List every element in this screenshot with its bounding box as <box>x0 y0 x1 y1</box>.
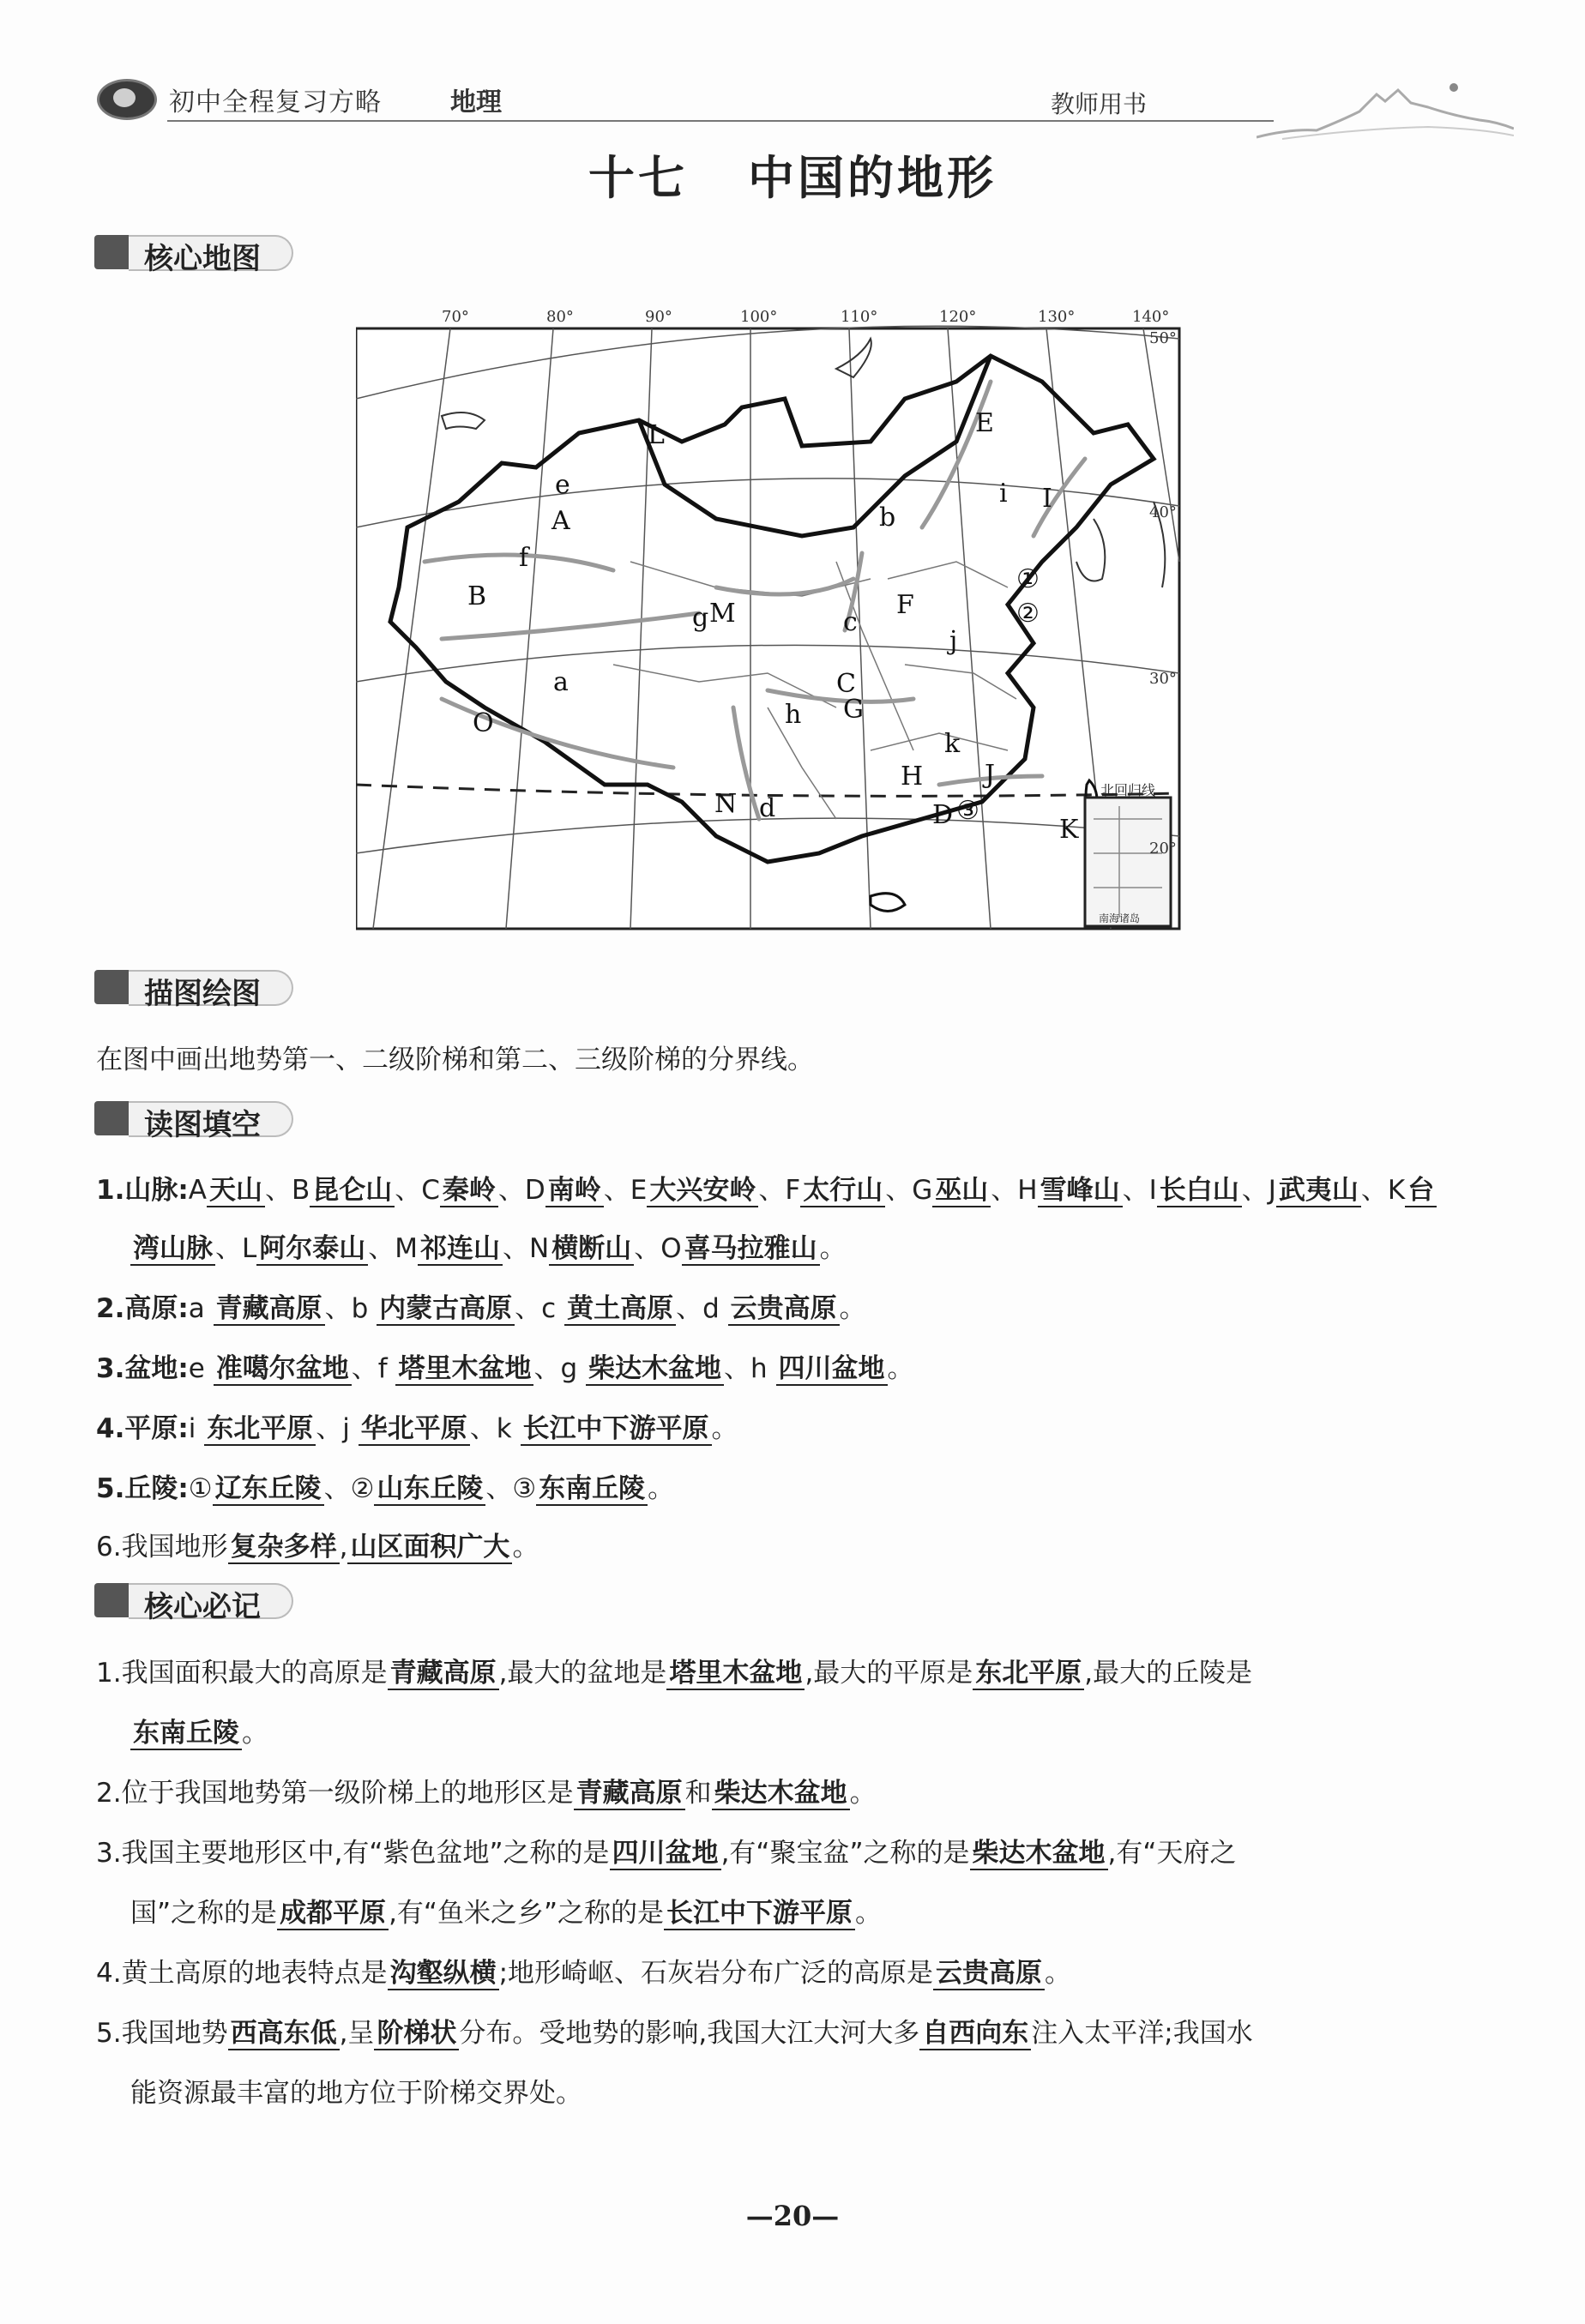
fill-q5: 5.丘陵:①辽东丘陵、②山东丘陵、③东南丘陵。 <box>96 1473 675 1504</box>
section-title: 核心地图 <box>144 242 261 276</box>
answer: 长白山 <box>1157 1175 1242 1207</box>
answer: 阿尔泰山 <box>256 1233 368 1266</box>
section-title: 核心必记 <box>144 1590 261 1624</box>
china-terrain-map <box>356 304 1184 930</box>
answer: 柴达木盆地 <box>712 1778 850 1810</box>
map-marker-circle-3: ③ <box>956 796 979 826</box>
mountain-decoration-icon <box>1257 69 1514 146</box>
answer: 阶梯状 <box>374 2018 459 2050</box>
chapter-number: 十七 <box>588 150 688 205</box>
answer: 青藏高原 <box>388 1658 499 1690</box>
lon-label-130: 130° <box>1038 308 1076 326</box>
answer: 大兴安岭 <box>647 1175 758 1207</box>
answer: 自西向东 <box>919 2018 1031 2050</box>
map-marker-b: b <box>879 503 896 533</box>
page-header <box>90 69 1497 129</box>
lat-label-30: 30° <box>1149 670 1177 688</box>
answer: 喜马拉雅山 <box>682 1233 820 1266</box>
answer: 四川盆地 <box>610 1838 721 1870</box>
map-marker-E: E <box>975 408 994 438</box>
answer: 东北平原 <box>204 1413 316 1446</box>
header-divider <box>167 120 1274 122</box>
map-marker-G: G <box>843 695 864 725</box>
answer: 沟壑纵横 <box>388 1958 499 1990</box>
lon-label-110: 110° <box>841 308 878 326</box>
book-subject: 地理 <box>450 87 502 117</box>
answer: 塔里木盆地 <box>395 1353 533 1386</box>
map-marker-C: C <box>836 669 856 699</box>
publisher-logo <box>97 79 157 120</box>
memorize-2: 2.位于我国地势第一级阶梯上的地形区是青藏高原和柴达木盆地。 <box>96 1778 877 1809</box>
answer: 四川盆地 <box>776 1353 888 1386</box>
map-marker-i: i <box>999 479 1008 509</box>
map-marker-g: g <box>692 603 709 633</box>
answer: 青藏高原 <box>574 1778 685 1810</box>
map-marker-e: e <box>555 470 570 500</box>
answer: 柴达木盆地 <box>970 1838 1108 1870</box>
page-number: —20— <box>745 2200 840 2232</box>
answer: 塔里木盆地 <box>666 1658 805 1690</box>
answer: 秦岭 <box>440 1175 498 1207</box>
fill-q1-line1: 1.山脉:A天山、B昆仑山、C秦岭、D南岭、E大兴安岭、F太行山、G巫山、H雪峰山、I长白山、J武夷山、K台 <box>96 1168 1437 1207</box>
section-memorize <box>94 1578 309 1624</box>
answer: 东南丘陵 <box>130 1718 242 1750</box>
lon-label-140: 140° <box>1132 308 1170 326</box>
map-marker-K: K <box>1059 815 1079 845</box>
memorize-3-line1: 3.我国主要地形区中,有“紫色盆地”之称的是四川盆地,有“聚宝盆”之称的是柴达木盆地,有“天府之 <box>96 1838 1237 1869</box>
memorize-1-line2: 东南丘陵。 <box>130 1711 268 1749</box>
answer: 东南丘陵 <box>536 1473 648 1506</box>
map-marker-d: d <box>759 793 776 823</box>
fill-q1-line2: 湾山脉、L阿尔泰山、M祁连山、N横断山、O喜马拉雅山。 <box>130 1226 847 1265</box>
map-marker-B: B <box>467 581 487 611</box>
section-core-map <box>94 230 309 276</box>
answer: 柴达木盆地 <box>586 1353 724 1386</box>
drawing-task-text: 在图中画出地势第一、二级阶梯和第二、三级阶梯的分界线。 <box>96 1045 814 1075</box>
answer: 台 <box>1405 1175 1437 1207</box>
answer: 准噶尔盆地 <box>214 1353 352 1386</box>
fill-q6: 6.我国地形复杂多样,山区面积广大。 <box>96 1532 539 1562</box>
map-marker-j: j <box>949 626 958 656</box>
map-marker-M: M <box>709 599 736 629</box>
answer: 湾山脉 <box>130 1233 215 1266</box>
memorize-4: 4.黄土高原的地表特点是沟壑纵横;地形崎岖、石灰岩分布广泛的高原是云贵高原。 <box>96 1958 1072 1989</box>
tropic-label: 北回归线 <box>1100 782 1156 798</box>
answer: 昆仑山 <box>310 1175 395 1207</box>
answer: 山东丘陵 <box>374 1473 485 1506</box>
answer: 太行山 <box>800 1175 885 1207</box>
answer: 武夷山 <box>1276 1175 1361 1207</box>
memorize-1-line1: 1.我国面积最大的高原是青藏高原,最大的盆地是塔里木盆地,最大的平原是东北平原,最大的丘陵是 <box>96 1658 1253 1689</box>
lon-label-90: 90° <box>645 308 672 326</box>
book-title: 初中全程复习方略 <box>169 87 382 117</box>
answer: 南岭 <box>545 1175 604 1207</box>
map-marker-N: N <box>714 789 738 819</box>
section-drawing <box>94 965 309 1011</box>
map-marker-circle-1: ① <box>1016 564 1040 594</box>
fill-q2: 2.高原:a 青藏高原、b 内蒙古高原、c 黄土高原、d 云贵高原。 <box>96 1293 866 1324</box>
answer: 青藏高原 <box>214 1293 325 1326</box>
section-reading <box>94 1096 309 1142</box>
answer: 西高东低 <box>228 2018 340 2050</box>
answer: 东北平原 <box>973 1658 1084 1690</box>
section-title: 读图填空 <box>144 1108 261 1142</box>
answer: 内蒙古高原 <box>377 1293 515 1326</box>
map-marker-h: h <box>785 700 802 730</box>
answer: 辽东丘陵 <box>213 1473 324 1506</box>
map-marker-circle-2: ② <box>1016 599 1040 629</box>
map-marker-H: H <box>901 762 924 792</box>
map-marker-F: F <box>896 590 914 620</box>
fill-q4: 4.平原:i 东北平原、j 华北平原、k 长江中下游平原。 <box>96 1413 738 1444</box>
map-marker-L: L <box>648 420 665 450</box>
edition-label: 教师用书 <box>1051 90 1148 118</box>
lon-label-120: 120° <box>939 308 977 326</box>
lat-label-50: 50° <box>1149 329 1177 347</box>
answer: 成都平原 <box>277 1898 389 1930</box>
map-svg <box>356 304 1184 930</box>
lon-label-100: 100° <box>740 308 778 326</box>
map-marker-I: I <box>1042 484 1052 514</box>
answer: 长江中下游平原 <box>521 1413 712 1446</box>
answer: 云贵高原 <box>728 1293 840 1326</box>
answer: 祁连山 <box>418 1233 503 1266</box>
lon-label-80: 80° <box>546 308 574 326</box>
chapter-title <box>0 141 1585 208</box>
lat-label-20: 20° <box>1149 840 1177 858</box>
answer: 长江中下游平原 <box>664 1898 855 1930</box>
map-marker-O: O <box>473 708 494 738</box>
memorize-5-line1: 5.我国地势西高东低,呈阶梯状分布。受地势的影响,我国大江大河大多自西向东注入太平洋;我国水 <box>96 2018 1253 2049</box>
lon-label-70: 70° <box>442 308 469 326</box>
map-marker-c: c <box>843 607 858 637</box>
answer: 华北平原 <box>359 1413 470 1446</box>
memorize-3-line2: 国”之称的是成都平原,有“鱼米之乡”之称的是长江中下游平原。 <box>130 1898 883 1929</box>
map-marker-J: J <box>985 760 996 790</box>
answer: 巫山 <box>932 1175 991 1207</box>
map-marker-f: f <box>519 543 529 573</box>
section-title: 描图绘图 <box>144 977 261 1011</box>
answer: 天山 <box>207 1175 265 1207</box>
memorize-5-line2: 能资源最丰富的地方位于阶梯交界处。 <box>130 2078 582 2109</box>
lat-label-40: 40° <box>1149 503 1177 521</box>
answer: 复杂多样 <box>228 1532 340 1564</box>
inset-label: 南海诸岛 <box>1099 912 1141 924</box>
map-marker-A: A <box>551 506 570 536</box>
answer: 云贵高原 <box>933 1958 1045 1990</box>
answer: 横断山 <box>549 1233 634 1266</box>
answer: 黄土高原 <box>564 1293 676 1326</box>
chapter-name: 中国的地形 <box>748 150 997 205</box>
map-marker-D: D <box>932 800 954 830</box>
map-marker-k: k <box>944 729 961 759</box>
answer: 雪峰山 <box>1038 1175 1123 1207</box>
map-marker-a: a <box>553 667 569 697</box>
answer: 山区面积广大 <box>347 1532 512 1564</box>
fill-q3: 3.盆地:e 准噶尔盆地、f 塔里木盆地、g 柴达木盆地、h 四川盆地。 <box>96 1353 914 1384</box>
